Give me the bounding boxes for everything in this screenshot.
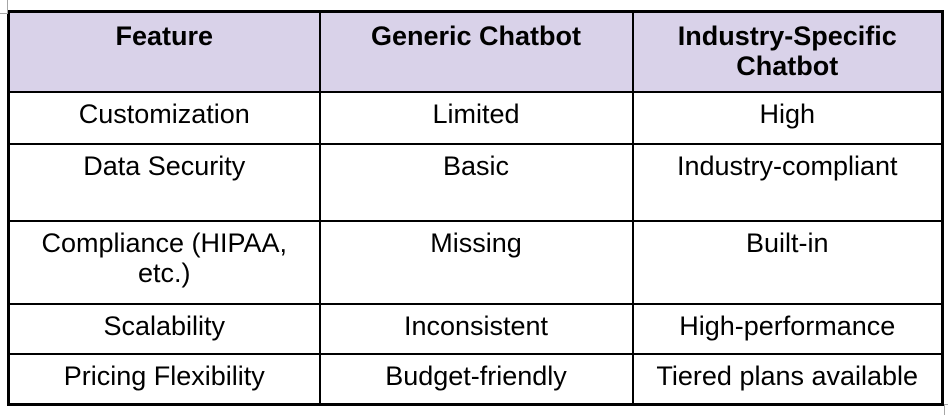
cell-text: Inconsistent [403, 310, 549, 341]
generic-value-cell [320, 144, 633, 221]
industry-value-cell [633, 144, 943, 221]
cell-text: Built-in [745, 227, 829, 258]
cell-text: Pricing Flexibility [63, 360, 265, 391]
industry-value-cell [633, 354, 943, 405]
cell-text: Budget-friendly [385, 360, 567, 391]
generic-value-cell [320, 304, 633, 354]
table-row-scalability [9, 304, 943, 354]
table-row-pricing-flexibility [9, 354, 943, 405]
cell-text: High [759, 98, 816, 129]
cell-text: Scalability [103, 310, 226, 341]
feature-cell [9, 304, 320, 354]
resize-handle-top-left[interactable] [0, 0, 8, 14]
cell-text: Compliance (HIPAA, etc.) [41, 227, 288, 288]
cell-text: High-performance [679, 310, 896, 341]
table-row-customization [9, 92, 943, 144]
header-label: Industry-Specific Chatbot [677, 21, 897, 81]
header-cell-generic-chatbot [320, 12, 633, 92]
cell-text: Basic [442, 150, 510, 181]
generic-value-cell [320, 92, 633, 144]
cell-text: Missing [430, 227, 522, 258]
header-cell-feature [9, 12, 320, 92]
table-header-row [9, 12, 943, 92]
generic-value-cell [320, 221, 633, 304]
header-cell-industry-chatbot [633, 12, 943, 92]
industry-value-cell [633, 92, 943, 144]
table-row-data-security [9, 144, 943, 221]
chatbot-comparison-table [7, 10, 944, 406]
feature-cell [9, 354, 320, 405]
feature-cell [9, 144, 320, 221]
cell-text: Limited [432, 98, 520, 129]
feature-cell [9, 221, 320, 304]
industry-value-cell [633, 304, 943, 354]
generic-value-cell [320, 354, 633, 405]
cell-text: Data Security [83, 150, 246, 181]
cell-text: Industry-compliant [676, 150, 898, 181]
cell-text: Tiered plans available [656, 360, 919, 391]
table-row-compliance [9, 221, 943, 304]
industry-value-cell [633, 221, 943, 304]
feature-cell [9, 92, 320, 144]
header-label: Generic Chatbot [370, 21, 582, 51]
cell-text: Customization [78, 98, 250, 129]
resize-handle-bottom-right[interactable] [944, 404, 948, 415]
header-label: Feature [115, 21, 214, 51]
